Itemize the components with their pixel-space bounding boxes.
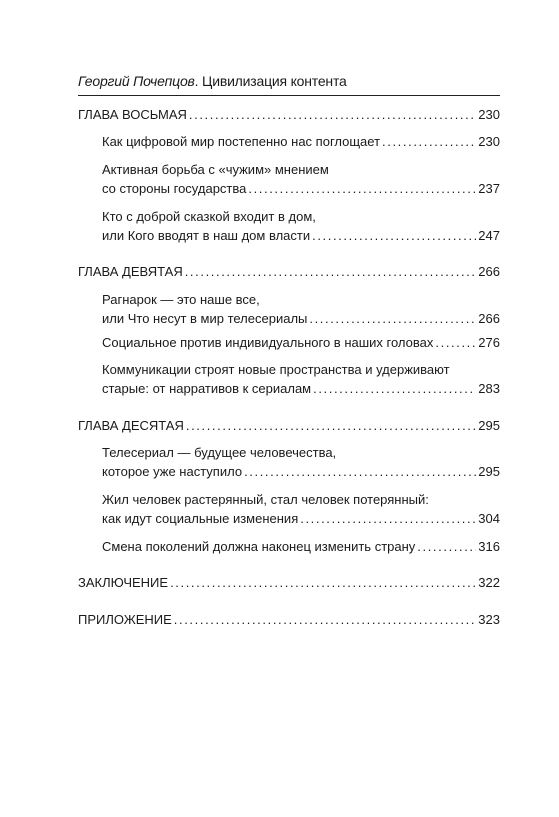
toc-page-number: 304 bbox=[478, 511, 500, 526]
toc-entry-line bbox=[102, 226, 500, 245]
toc-entry-line bbox=[102, 462, 500, 481]
toc-page-number: 230 bbox=[478, 134, 500, 149]
toc-entry-title: или Что несут в мир телесериалы bbox=[102, 311, 308, 326]
toc-section-entry bbox=[102, 290, 500, 328]
dot-leader bbox=[435, 333, 476, 352]
toc-entry-title: Жил человек растерянный, стал человек потерянный: bbox=[102, 492, 429, 507]
toc-entry-line bbox=[102, 537, 500, 556]
toc-entry-line bbox=[102, 132, 500, 151]
toc-section-entry bbox=[102, 207, 500, 245]
toc-page-number: 322 bbox=[478, 575, 500, 590]
toc-page-number: 295 bbox=[478, 418, 500, 433]
toc-entry-title: как идут социальные изменения bbox=[102, 511, 299, 526]
toc-entry-title: ГЛАВА ВОСЬМАЯ bbox=[78, 107, 187, 122]
header-author: Георгий Почепцов bbox=[78, 73, 195, 89]
toc-entry-title: или Кого вводят в наш дом власти bbox=[102, 228, 311, 243]
toc-entry-title: Кто с доброй сказкой входит в дом, bbox=[102, 209, 316, 224]
toc-entry-line bbox=[102, 360, 500, 379]
toc-entry-title: Социальное против индивидуального в наших головах bbox=[102, 335, 434, 350]
toc-chapter-entry bbox=[78, 416, 500, 435]
toc-page-number: 316 bbox=[478, 539, 500, 554]
toc-entry-line bbox=[102, 207, 500, 226]
toc-chapter-entry bbox=[78, 573, 500, 592]
dot-leader bbox=[313, 379, 476, 398]
toc-entry-line bbox=[102, 490, 500, 509]
dot-leader bbox=[248, 179, 476, 198]
toc-entry-title: Коммуникации строят новые пространства и удерживают bbox=[102, 362, 450, 377]
toc-entry-title: которое уже наступило bbox=[102, 464, 243, 479]
toc-entry-title: Телесериал — будущее человечества, bbox=[102, 445, 337, 460]
toc-entry-line bbox=[78, 262, 500, 281]
dot-leader bbox=[189, 105, 476, 124]
dot-leader bbox=[417, 537, 476, 556]
toc-page-number: 237 bbox=[478, 181, 500, 196]
toc-page-number: 276 bbox=[478, 335, 500, 350]
toc-entry-title: ЗАКЛЮЧЕНИЕ bbox=[78, 575, 169, 590]
toc-entry-title: со стороны государства bbox=[102, 181, 247, 196]
toc-section-entry bbox=[102, 537, 500, 556]
toc-section-entry bbox=[102, 333, 500, 352]
toc-entry-title: старые: от нарративов к сериалам bbox=[102, 381, 312, 396]
dot-leader bbox=[244, 462, 476, 481]
toc-section-entry bbox=[102, 490, 500, 528]
toc-entry-title: ГЛАВА ДЕСЯТАЯ bbox=[78, 418, 184, 433]
toc-entry-line bbox=[102, 379, 500, 398]
toc-entry-title: ГЛАВА ДЕВЯТАЯ bbox=[78, 264, 183, 279]
toc-section-entry bbox=[102, 443, 500, 481]
dot-leader bbox=[312, 226, 476, 245]
dot-leader bbox=[186, 416, 476, 435]
header-title: . Цивилизация контента bbox=[194, 73, 347, 89]
toc-page-number: 266 bbox=[478, 264, 500, 279]
toc-section-entry bbox=[102, 132, 500, 151]
dot-leader bbox=[300, 509, 476, 528]
toc-entry-line bbox=[102, 333, 500, 352]
toc-entry-line bbox=[102, 160, 500, 179]
toc-entry-title: Рагнарок — это наше все, bbox=[102, 292, 260, 307]
toc-page-number: 230 bbox=[478, 107, 500, 122]
toc-entry-line bbox=[78, 416, 500, 435]
toc-entry-line bbox=[102, 309, 500, 328]
toc-page-number: 295 bbox=[478, 464, 500, 479]
toc-chapter-entry bbox=[78, 610, 500, 629]
dot-leader bbox=[309, 309, 476, 328]
toc-entry-line bbox=[78, 573, 500, 592]
toc-page-number: 266 bbox=[478, 311, 500, 326]
toc-entry-title: Как цифровой мир постепенно нас поглощает bbox=[102, 134, 381, 149]
dot-leader bbox=[382, 132, 476, 151]
toc-chapter-entry bbox=[78, 105, 500, 124]
toc-entry-title: Активная борьба с «чужим» мнением bbox=[102, 162, 329, 177]
toc-entry-line bbox=[78, 105, 500, 124]
toc-entry-line bbox=[102, 509, 500, 528]
toc-entry-line bbox=[102, 179, 500, 198]
toc-entry-line bbox=[102, 443, 500, 462]
toc-entry-line bbox=[102, 290, 500, 309]
toc-page-number: 247 bbox=[478, 228, 500, 243]
toc-entry-line bbox=[78, 610, 500, 629]
dot-leader bbox=[174, 610, 477, 629]
toc-page-number: 323 bbox=[478, 612, 500, 627]
toc-entry-title: Смена поколений должна наконец изменить страну bbox=[102, 539, 416, 554]
toc-chapter-entry bbox=[78, 262, 500, 281]
toc-section-entry bbox=[102, 360, 500, 398]
toc-entry-title: ПРИЛОЖЕНИЕ bbox=[78, 612, 172, 627]
dot-leader bbox=[170, 573, 476, 592]
toc-page-number: 283 bbox=[478, 381, 500, 396]
toc-section-entry bbox=[102, 160, 500, 198]
dot-leader bbox=[185, 262, 477, 281]
